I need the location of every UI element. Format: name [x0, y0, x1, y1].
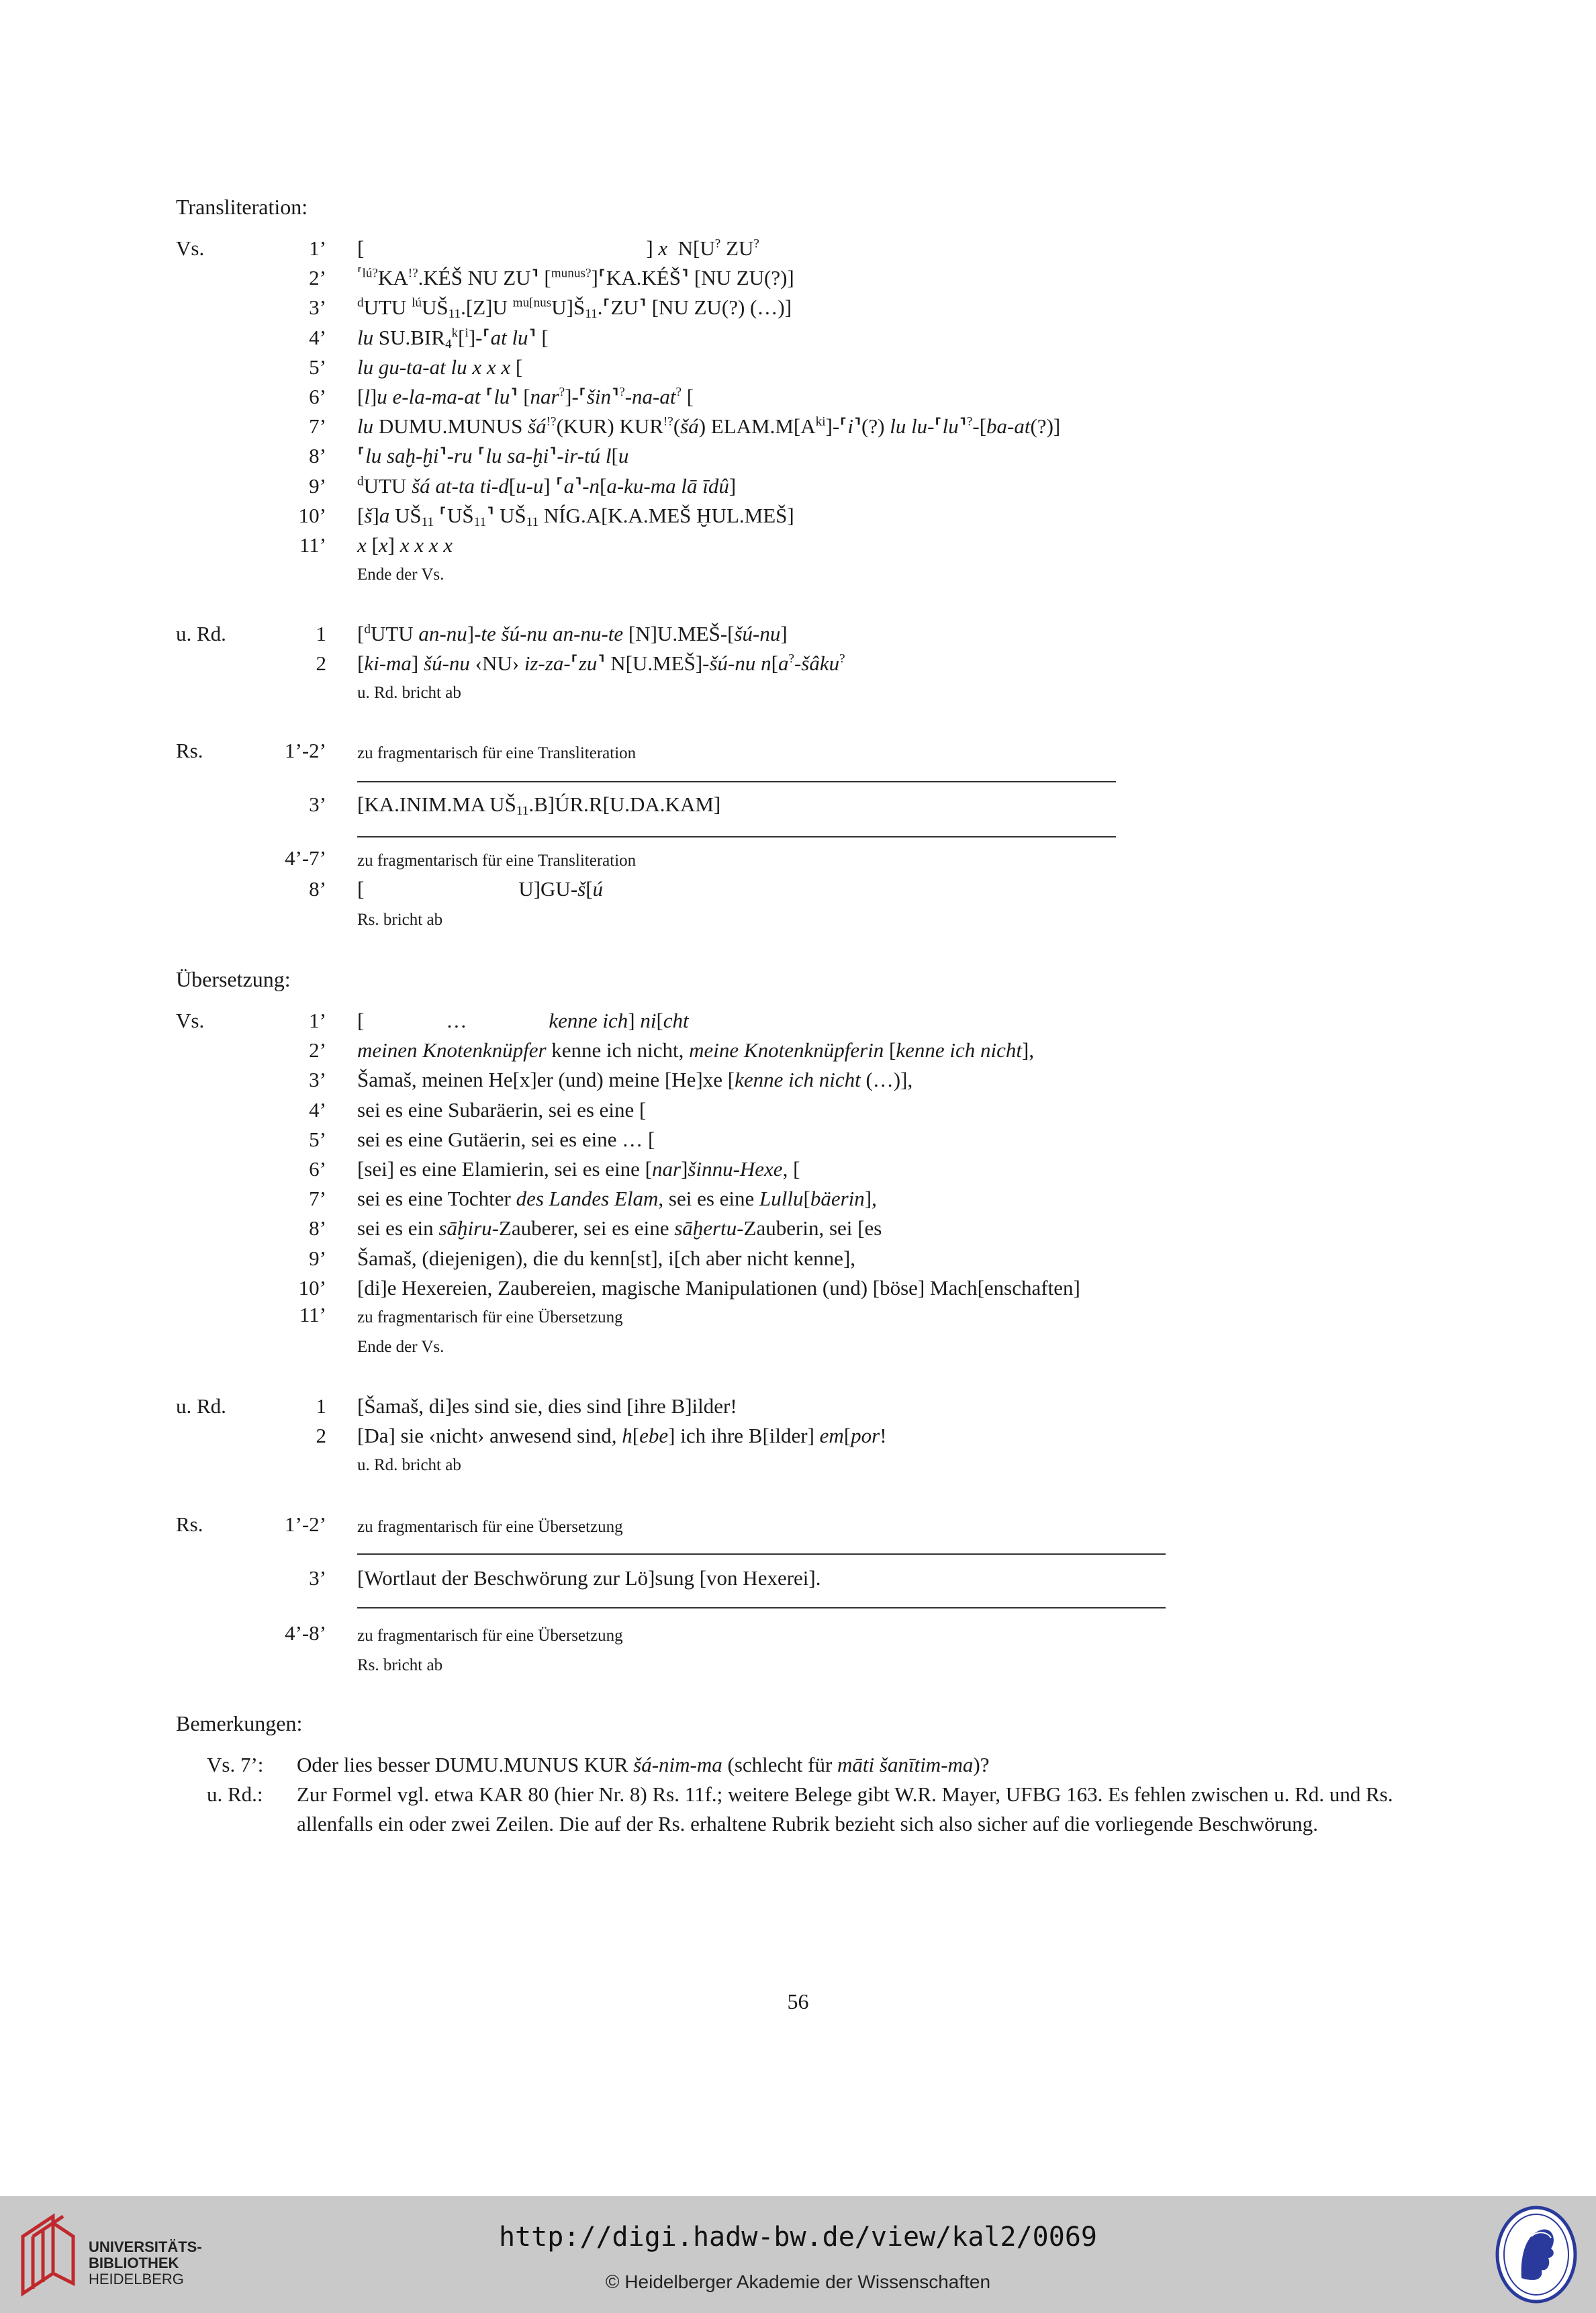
- line-text: [$^d$UTU an-nu]-te šú-nu an-nu-te [N]U.MEŠ-[šú-nu]: [357, 622, 788, 645]
- side-label: u. Rd.: [176, 1394, 226, 1418]
- line-text: sei es ein sāḫiru-Zauberer, sei es eine sāḫertu-Zauberin, sei [es: [357, 1216, 882, 1240]
- line-text: sei es eine Subaräerin, sei es eine [: [357, 1097, 647, 1122]
- academy-seal-icon[interactable]: [1495, 2204, 1578, 2305]
- line-number: 6’: [309, 385, 326, 408]
- line-text: $^d$UTU šá at-ta ti-d[u-u] ⸢a⸣-n[a-ku-ma lā īdû]: [357, 473, 737, 498]
- rubric-rule-top: [357, 1553, 1166, 1555]
- line-text: ⸢lu saḫ-ḫi⸣-ru ⸢lu sa-ḫi⸣-ir-tú l[u: [357, 444, 629, 468]
- side-label: Vs.: [176, 236, 205, 260]
- remark-label: u. Rd.:: [207, 1782, 263, 1806]
- line-number: 4’-7’: [285, 846, 326, 870]
- note-text: Rs. bricht ab: [357, 911, 443, 929]
- digital-url-link[interactable]: http://digi.hadw-bw.de/view/kal2/0069: [498, 2222, 1098, 2253]
- line-number: 11’: [299, 533, 326, 557]
- line-number: 1’: [309, 1009, 326, 1032]
- line-number: 8’: [309, 877, 326, 901]
- line-text: x [x] x x x x: [357, 533, 453, 557]
- line-text: [Šamaš, di]es sind sie, dies sind [ihre B]ilder!: [357, 1394, 737, 1418]
- remark-item: [176, 1780, 1438, 1839]
- line-text: lu $SU.BIR_4^k[^i]-⸢at$ lu⸣ [: [357, 325, 549, 351]
- line-number: 1’-2’: [285, 1512, 326, 1536]
- line-number: 4’-8’: [285, 1621, 326, 1645]
- note-text: zu fragmentarisch für eine Transliteration: [357, 744, 637, 762]
- line-text: [ki-ma] šú-nu ‹NU› iz-za-⸢zu⸣ N[U.MEŠ]-šú-nu n[a?-šâku?: [357, 651, 845, 675]
- line-text: [ U]GU-š[ú: [357, 877, 604, 901]
- line-text: [ … kenne ich] ni[cht: [357, 1009, 689, 1032]
- library-name-line: BIBLIOTHEK: [89, 2255, 179, 2271]
- line-number: 1’-2’: [285, 739, 326, 762]
- line-text: [sei] es eine Elamierin, sei es eine [nar]šinnu-Hexe, [: [357, 1157, 800, 1181]
- copyright-text: © Heidelberger Akademie der Wissenschaften: [605, 2271, 991, 2292]
- line-text: $^d$UTU $^{lú}UŠ_{11}.[Z]U$ $^{mu[nus}U]Š_{11}.⸢ZU⸣$ [NU ZU(?) (…)]: [357, 296, 792, 322]
- note-text: Ende der Vs.: [357, 1338, 444, 1356]
- line-text: [ ] x N[U? ZU?: [357, 236, 759, 260]
- line-number: 2’: [309, 266, 326, 290]
- line-text: [Da] sie ‹nicht› anwesend sind, h[ebe] ich ihre B[ilder] em[por!: [357, 1424, 887, 1447]
- line-number: 8’: [309, 444, 326, 468]
- line-number: 2’: [309, 1038, 326, 1062]
- line-text: lu gu-ta-at lu x x x [: [357, 355, 523, 379]
- side-label: u. Rd.: [176, 622, 226, 645]
- library-name-line: UNIVERSITÄTS-: [89, 2238, 202, 2255]
- line-text: $^{⸢lú?}$KA!?.KÉŠ NU ZU⸣ [$^{munus?}$]⸢KA.KÉŠ⸣ [NU ZU(?)]: [357, 266, 794, 290]
- page-number: 56: [787, 1989, 809, 2013]
- note-text: Rs. bricht ab: [357, 1656, 443, 1674]
- line-number: 3’: [309, 1566, 326, 1590]
- heading-translation: Übersetzung:: [176, 967, 291, 991]
- line-number: 1’: [309, 236, 326, 260]
- line-text: [di]e Hexereien, Zaubereien, magische Manipulationen (und) [böse] Mach[enschaften]: [357, 1275, 1080, 1300]
- line-text: [KA.INIM.MA $UŠ_{11}.B]ÚR.R[U.DA.KAM]$: [357, 792, 721, 818]
- note-text: u. Rd. bricht ab: [357, 684, 461, 702]
- line-number: 1: [316, 622, 326, 645]
- rubric-rule-top: [357, 781, 1116, 782]
- line-text: [Wortlaut der Beschwörung zur Lö]sung [von Hexerei].: [357, 1566, 821, 1590]
- line-number: 10’: [298, 503, 326, 527]
- line-text: Šamaš, meinen He[x]er (und) meine [He]xe [kenne ich nicht (…)],: [357, 1068, 913, 1092]
- line-number: 8’: [309, 1216, 326, 1240]
- line-text: [š]a $UŠ_{11}$ $⸢UŠ_{11}⸣$ $UŠ_{11}$ NÍG.A[K.A.MEŠ ḪUL.MEŠ]: [357, 503, 794, 529]
- note-text: zu fragmentarisch für eine Übersetzung: [357, 1308, 623, 1326]
- note-text: zu fragmentarisch für eine Transliteration: [357, 852, 637, 870]
- library-name-line: HEIDELBERG: [89, 2271, 184, 2287]
- line-text: meinen Knotenknüpfer kenne ich nicht, meine Knotenknüpferin [kenne ich nicht],: [357, 1038, 1035, 1062]
- remark-item: [176, 1750, 1438, 1780]
- line-number: 2: [316, 1424, 326, 1447]
- line-number: 9’: [309, 473, 326, 498]
- remarks-list: [176, 1750, 1438, 1839]
- line-number: 3’: [309, 1068, 326, 1092]
- side-label: Rs.: [176, 739, 203, 762]
- line-number: 7’: [309, 1187, 326, 1211]
- line-number: 5’: [309, 355, 326, 379]
- rubric-rule-bottom: [357, 836, 1116, 837]
- line-text: Šamaš, (diejenigen), die du kenn[st], i[ch aber nicht kenne],: [357, 1246, 856, 1270]
- note-text: u. Rd. bricht ab: [357, 1456, 461, 1474]
- line-number: 6’: [309, 1157, 326, 1181]
- line-number: 4’: [309, 325, 326, 349]
- note-text: Ende der Vs.: [357, 565, 444, 584]
- line-number: 10’: [298, 1275, 326, 1300]
- note-text: zu fragmentarisch für eine Übersetzung: [357, 1627, 623, 1645]
- line-number: 1: [316, 1394, 326, 1418]
- line-text: [l]u e-la-ma-at ⸢lu⸣ [nar?]-⸢šin⸣?-na-at? [: [357, 385, 694, 408]
- remark-text: Oder lies besser DUMU.MUNUS KUR šá-nim-ma (schlecht für māti šanītim-ma)?: [297, 1753, 990, 1776]
- line-text: sei es eine Gutäerin, sei es eine … [: [357, 1127, 655, 1151]
- line-number: 2: [316, 651, 326, 675]
- line-number: 3’: [309, 296, 326, 320]
- line-number: 4’: [309, 1097, 326, 1122]
- remark-text: Zur Formel vgl. etwa KAR 80 (hier Nr. 8) Rs. 11f.; weitere Belege gibt W.R. Mayer, UFBG 163. Es fehlen zwischen u. Rd. und Rs. allenfalls ein oder zwei Zeilen. Die auf der Rs. erhaltene Rubrik bezieht sich also sicher auf die vorliegende Beschwörung.: [297, 1782, 1393, 1835]
- side-label: Vs.: [176, 1009, 205, 1032]
- line-number: 3’: [309, 792, 326, 816]
- line-text: lu DUMU.MUNUS šá!?(KUR) KUR!?(šá) $ELAM.M[A^{ki}]-⸢i⸣(?)$ lu lu-⸢lu⸣?-[ba-at(?)]: [357, 414, 1061, 439]
- rubric-rule-bottom: [357, 1607, 1166, 1608]
- line-number: 5’: [309, 1127, 326, 1151]
- line-number: 11’: [299, 1303, 326, 1326]
- side-label: Rs.: [176, 1512, 203, 1536]
- footer-bar: [0, 2196, 1596, 2313]
- line-text: sei es eine Tochter des Landes Elam, sei es eine Lullu[bäerin],: [357, 1187, 877, 1211]
- heading-transliteration: Transliteration:: [176, 195, 308, 219]
- line-number: 9’: [309, 1246, 326, 1270]
- line-number: 7’: [309, 414, 326, 439]
- heading-remarks: Bemerkungen:: [176, 1711, 303, 1735]
- remark-label: Vs. 7’:: [207, 1753, 264, 1776]
- note-text: zu fragmentarisch für eine Übersetzung: [357, 1518, 623, 1536]
